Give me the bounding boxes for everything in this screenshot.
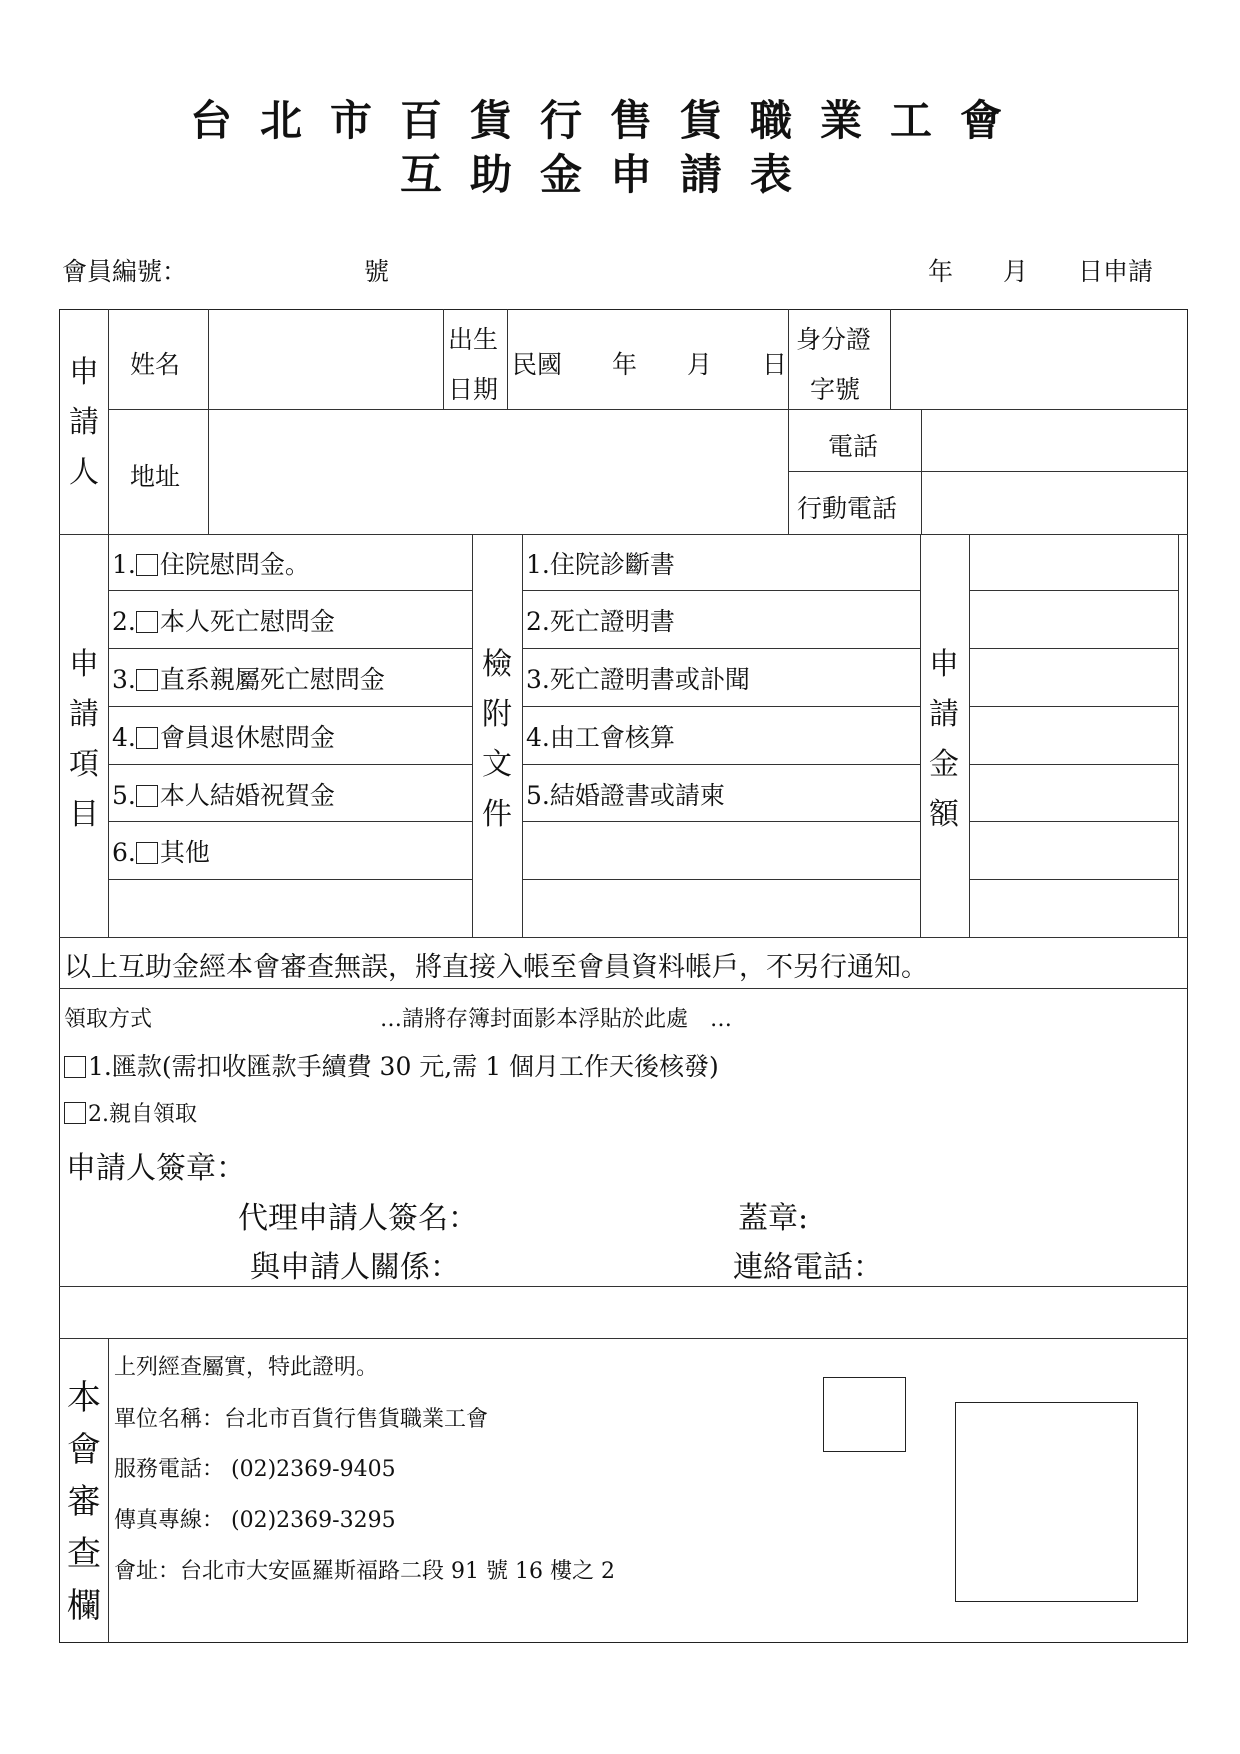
doc-5: 5.結婚證書或請柬 — [526, 781, 725, 810]
receive-option-remit[interactable]: 1.匯款(需扣收匯款手續費 30 元,需 1 個月工作天後核發) — [64, 1047, 719, 1083]
form-subtitle: 互助金申請表 — [399, 150, 820, 199]
item-other[interactable]: 6. 其他 — [112, 838, 210, 867]
checkbox[interactable] — [64, 1056, 86, 1078]
receive-label: 領取方式 — [64, 1007, 153, 1032]
relation-label: 與申請人關係： — [250, 1250, 460, 1285]
passbook-note: …請將存簿封面影本浮貼於此處 … — [380, 1007, 733, 1032]
doc-3: 3.死亡證明書或訃聞 — [526, 665, 750, 694]
checkbox[interactable] — [136, 611, 158, 633]
birth-label-1: 出生 — [448, 325, 499, 354]
review-section-label: 本會審查欄 — [67, 1378, 101, 1626]
id-label-1: 身分證 — [796, 325, 872, 354]
amount-section-label: 申請金額 — [929, 647, 959, 832]
birth-label-2: 日期 — [448, 375, 499, 404]
checkbox[interactable] — [136, 785, 158, 807]
unit-name: 單位名稱：台北市百貨行售貨職業工會 — [114, 1407, 489, 1432]
checkbox[interactable] — [136, 727, 158, 749]
item-marriage[interactable]: 5. 本人結婚祝賀金 — [112, 781, 335, 810]
member-no-label: 會員編號： — [62, 257, 188, 286]
applicant-signature-label: 申請人簽章： — [66, 1151, 246, 1186]
item-hospital[interactable]: 1. 住院慰問金。 — [112, 550, 310, 579]
mobile-label: 行動電話 — [797, 494, 898, 523]
fax-number: 傳真專線： (02)2369-3295 — [114, 1508, 396, 1533]
items-section-label: 申請項目 — [69, 647, 99, 832]
certify-text: 上列經查屬實，特此證明。 — [114, 1355, 379, 1380]
service-phone: 服務電話： (02)2369-9405 — [114, 1457, 396, 1482]
member-no-suffix: 號 — [364, 257, 390, 286]
seal-label: 蓋章: — [738, 1201, 809, 1236]
notice-text: 以上互助金經本會審查無誤，將直接入帳至會員資料帳戶，不另行通知。 — [64, 952, 928, 983]
docs-section-label: 檢附文件 — [482, 647, 512, 832]
doc-2: 2.死亡證明書 — [526, 607, 675, 636]
receive-option-self[interactable]: 2.親自領取 — [64, 1097, 197, 1128]
form-title: 台北市百貨行售貨職業工會 — [189, 96, 1030, 145]
phone-label: 電話 — [828, 432, 879, 461]
checkbox[interactable] — [136, 554, 158, 576]
small-stamp-box[interactable] — [823, 1377, 906, 1452]
name-label: 姓名 — [130, 350, 181, 379]
checkbox[interactable] — [136, 669, 158, 691]
item-relative-death[interactable]: 3. 直系親屬死亡慰問金 — [112, 665, 385, 694]
apply-date-label: 年 月 日申請 — [928, 257, 1154, 286]
large-stamp-box[interactable] — [955, 1402, 1138, 1602]
id-label-2: 字號 — [810, 375, 861, 404]
checkbox[interactable] — [136, 842, 158, 864]
birth-date-value: 民國 年 月 日 — [512, 350, 788, 379]
applicant-section-label: 申請人 — [69, 355, 99, 490]
union-address: 會址：台北市大安區羅斯福路二段 91 號 16 樓之 2 — [114, 1559, 615, 1584]
item-retirement[interactable]: 4. 會員退休慰問金 — [112, 723, 335, 752]
doc-1: 1.住院診斷書 — [526, 550, 675, 579]
address-label: 地址 — [130, 462, 181, 491]
agent-signature-label: 代理申請人簽名： — [238, 1201, 478, 1236]
item-own-death[interactable]: 2. 本人死亡慰問金 — [112, 607, 335, 636]
checkbox[interactable] — [64, 1102, 86, 1124]
contact-phone-label: 連絡電話： — [733, 1250, 883, 1285]
doc-4: 4.由工會核算 — [526, 723, 675, 752]
